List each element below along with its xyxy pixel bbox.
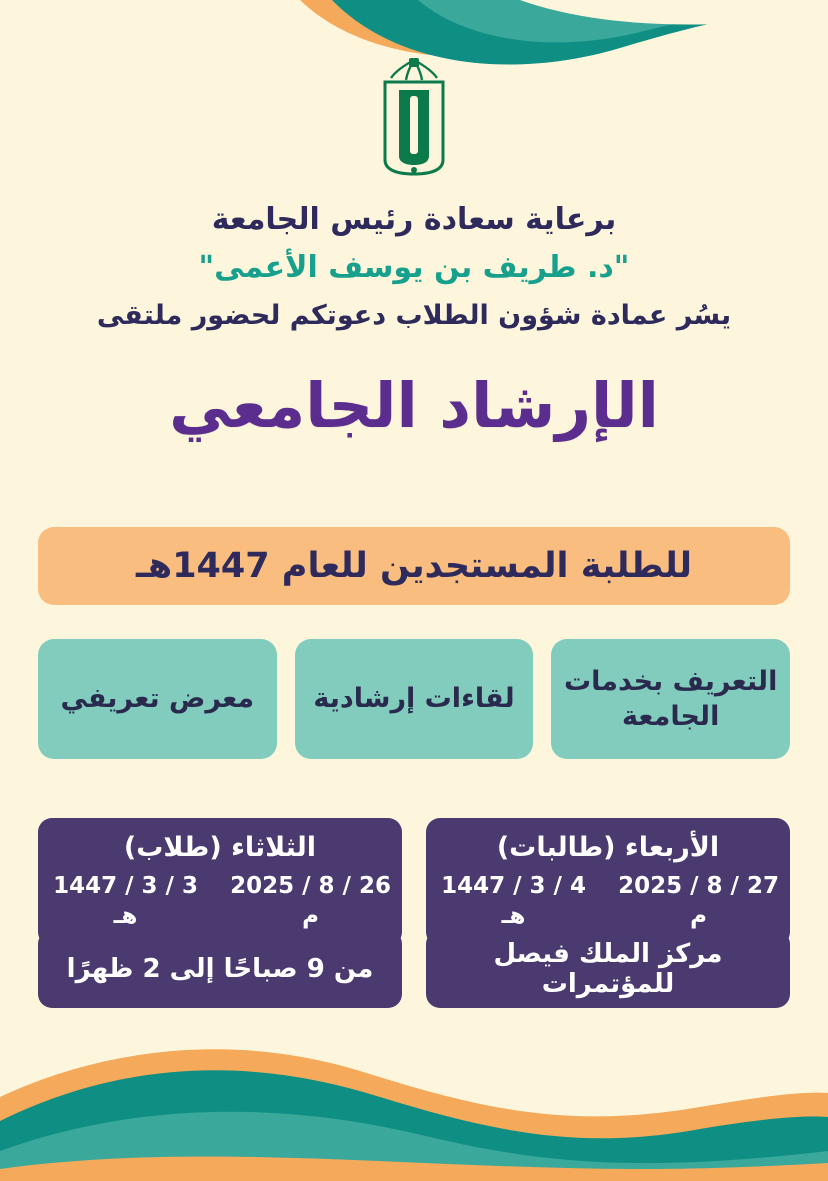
date-card xyxy=(38,818,402,946)
date-day-label: الأربعاء (طالبات) xyxy=(496,832,720,863)
time-card: من 9 صباحًا إلى 2 ظهرًا xyxy=(38,930,402,1008)
dates-row xyxy=(38,818,790,946)
features-row xyxy=(38,639,790,759)
feature-card xyxy=(295,639,534,759)
date-gregorian: 26 / 8 / 2025 م xyxy=(230,873,391,930)
feature-label: لقاءات إرشادية xyxy=(313,683,515,715)
date-card xyxy=(426,818,790,946)
feature-label: معرض تعريفي xyxy=(60,683,255,715)
date-gregorian: 27 / 8 / 2025 م xyxy=(618,873,779,930)
date-hijri: 3 / 3 / 1447 هـ xyxy=(53,873,198,930)
event-title: الإرشاد الجامعي xyxy=(169,369,659,442)
patron-line: برعاية سعادة رئيس الجامعة xyxy=(211,202,617,237)
subtitle-band xyxy=(38,527,790,605)
subtitle-text: للطلبة المستجدين للعام 1447هـ xyxy=(135,546,693,586)
headline-block xyxy=(0,200,828,440)
venue-card: مركز الملك فيصل للمؤتمرات xyxy=(426,930,790,1008)
date-day-label: الثلاثاء (طلاب) xyxy=(123,832,317,863)
feature-label: التعريف بخدمات الجامعة xyxy=(564,665,778,732)
invitation-line: يسُر عمادة شؤون الطلاب دعوتكم لحضور ملتقى xyxy=(96,299,732,331)
feature-card xyxy=(38,639,277,759)
feature-card xyxy=(551,639,790,759)
university-logo-icon xyxy=(355,52,473,177)
university-logo xyxy=(354,52,474,177)
date-hijri: 4 / 3 / 1447 هـ xyxy=(441,873,586,930)
bottom-wave-decoration xyxy=(0,1001,828,1181)
patron-name: "د. طريف بن يوسف الأعمى" xyxy=(198,249,630,285)
info-row xyxy=(38,930,790,1008)
